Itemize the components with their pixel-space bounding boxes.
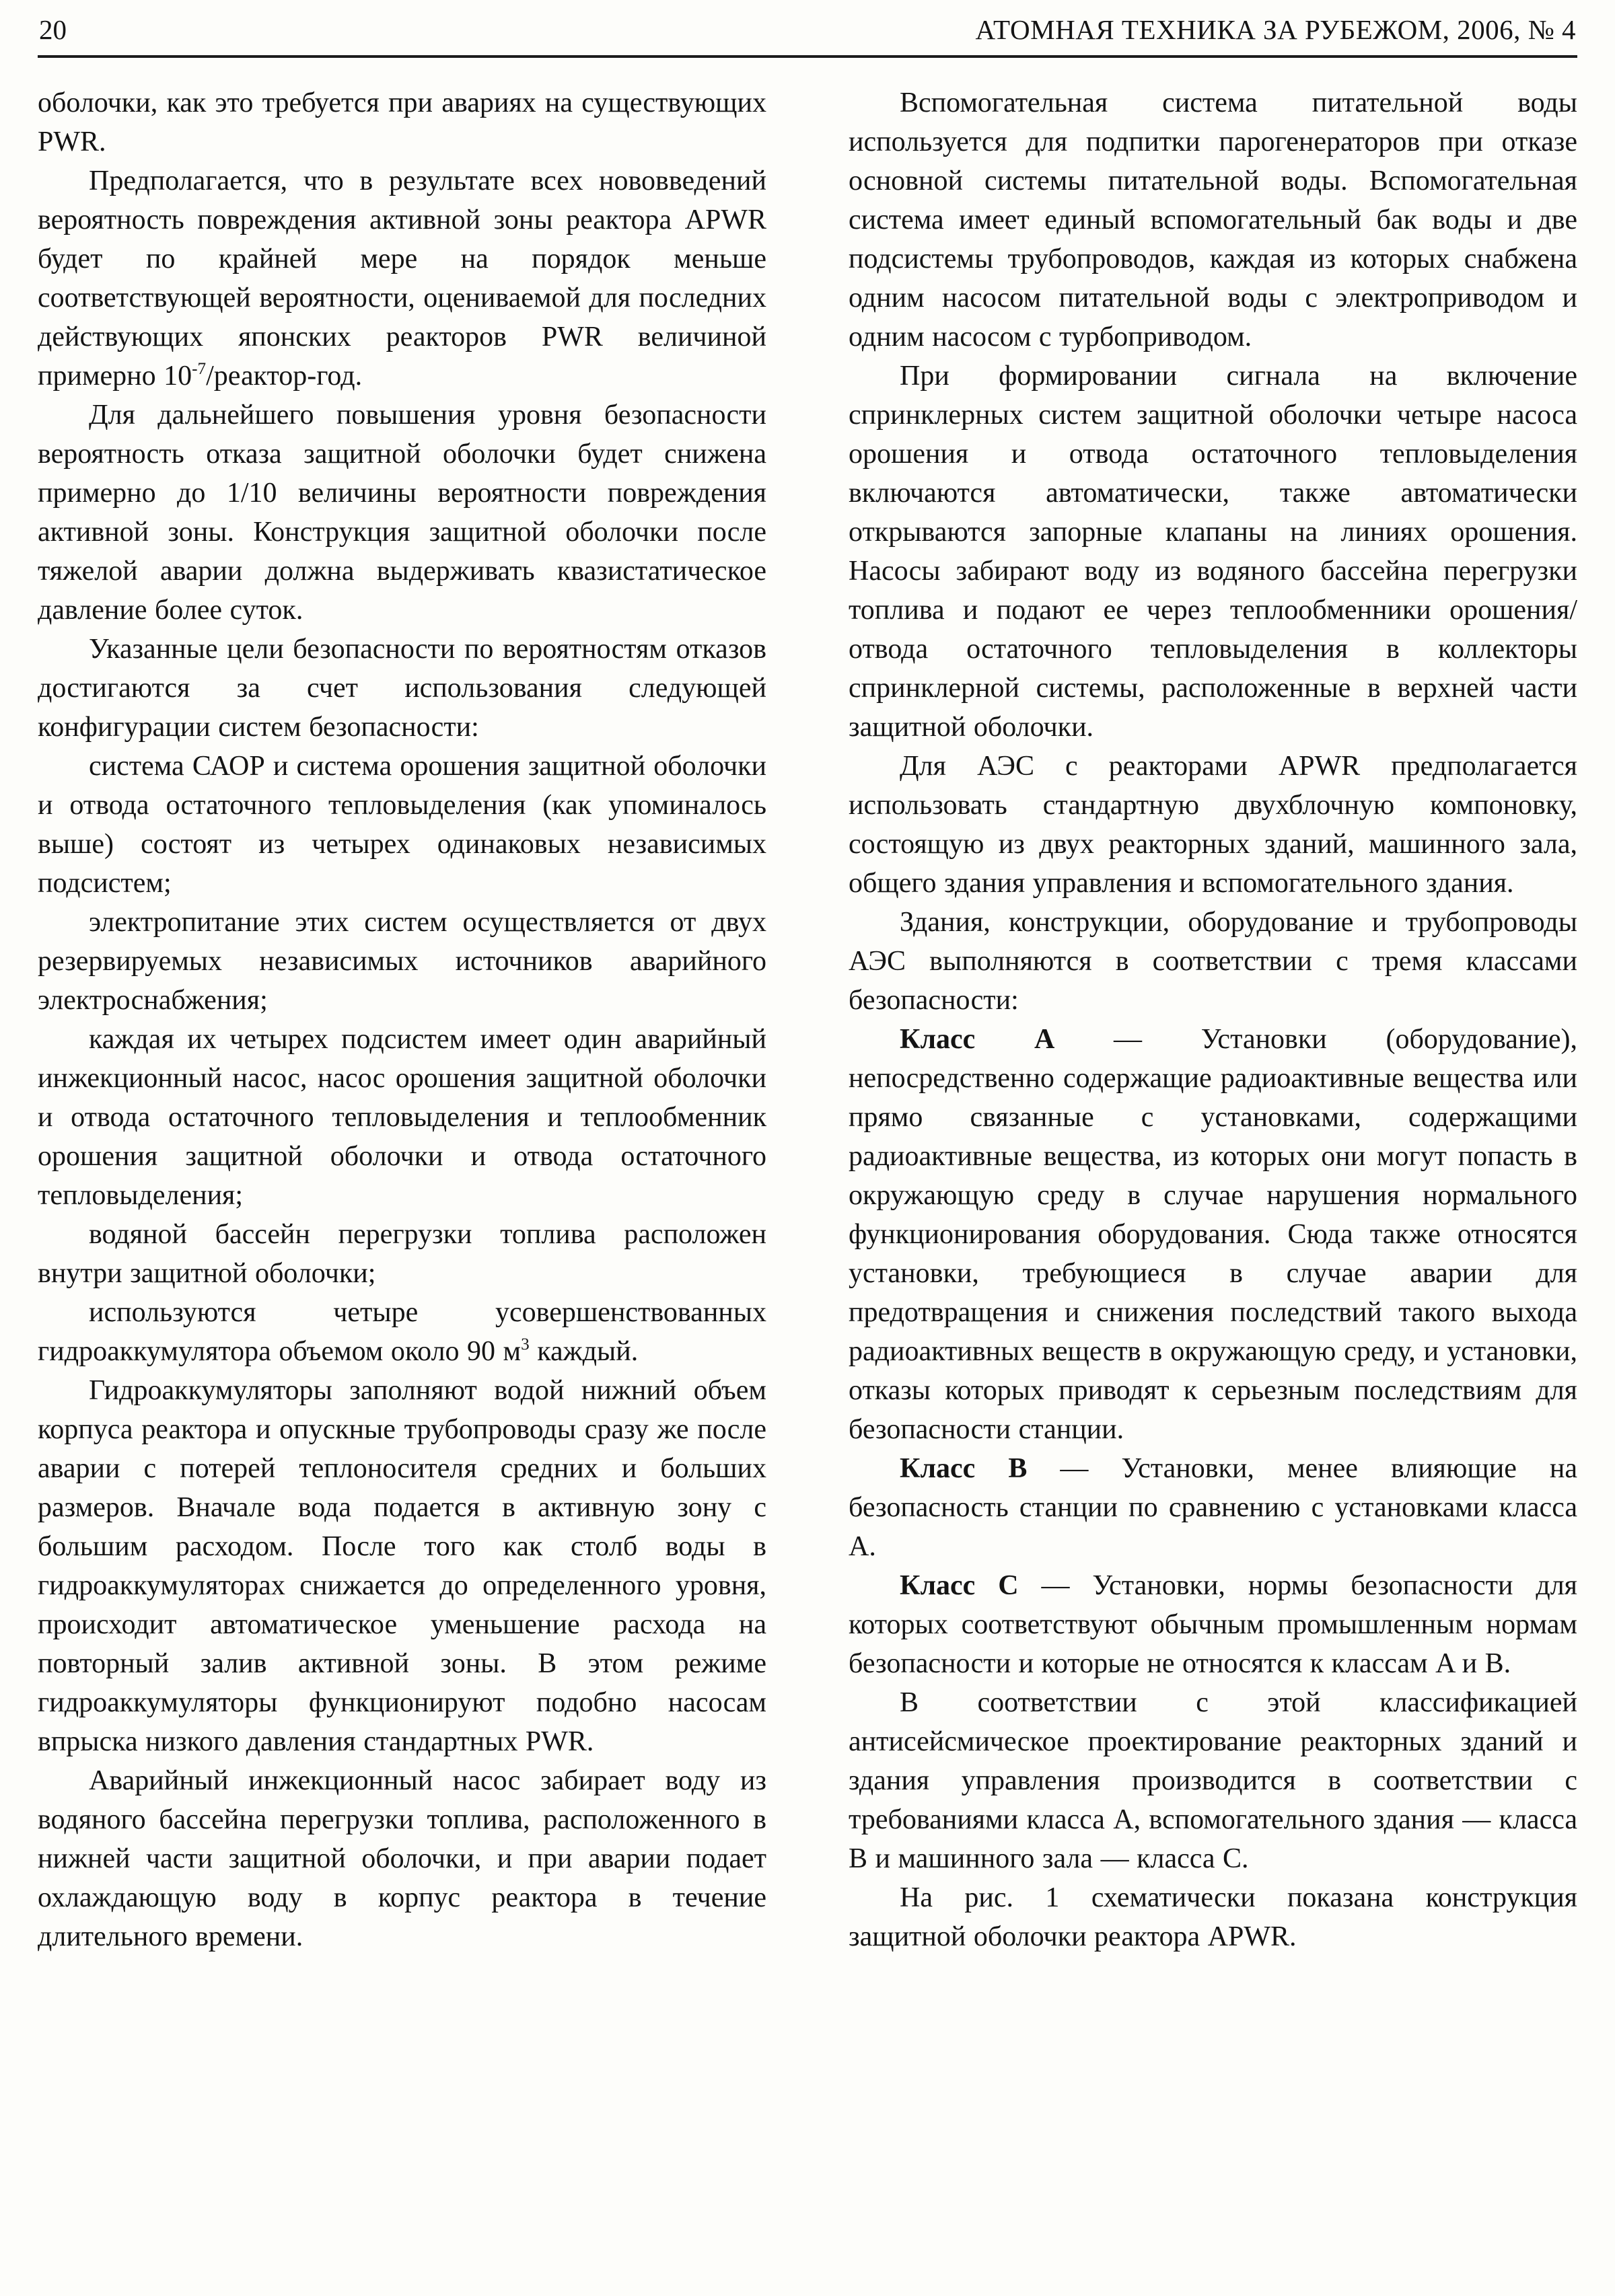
two-column-text	[38, 83, 1577, 1956]
bold-class-label: Класс B	[900, 1453, 1028, 1484]
paragraph: Вспомогательная система питательной воды используется для подпитки парогенераторов при отказе основной системы питательной воды. Вспомогательная система имеет единый вспомогательный бак воды и две подсистемы трубопроводов, каждая из которых снабжена одним насосом питательной воды с электроприводом и одним насосом с турбоприводом.	[849, 87, 1577, 353]
left-column	[38, 83, 766, 1956]
paragraph: Указанные цели безопасности по вероятностям отказов достигаются за счет использования следующей конфигурации систем безопасности:	[38, 634, 766, 743]
page-number: 20	[39, 14, 67, 45]
bold-class-label: Класс A	[900, 1024, 1055, 1055]
bold-class-label: Класс C	[900, 1570, 1019, 1601]
paragraph: Гидроаккумуляторы заполняют водой нижний объем корпуса реактора и опускные трубопроводы сразу же после аварии с потерей теплоносителя средних и больших размеров. Вначале вода подается в активную зону с большим расходом. После того как столб воды в гидроаккумуляторах снижается до определенного уровня, происходит автоматическое уменьшение расхода на повторный залив активной зоны. В этом режиме гидроаккумуляторы функционируют подобно насосам впрыска низкого давления стандартных PWR.	[38, 1375, 766, 1757]
superscript: 3	[521, 1335, 530, 1354]
paragraph: оболочки, как это требуется при авариях на существующих PWR.	[38, 87, 766, 157]
paragraph: система САОР и система орошения защитной оболочки и отвода остаточного тепловыделения (как упоминалось выше) состоят из четырех одинаковых независимых подсистем;	[38, 751, 766, 899]
paragraph: используются четыре усовершенствованных гидроаккумулятора объемом около 90 $м^3$ каждый.	[38, 1297, 766, 1367]
journal-title: АТОМНАЯ ТЕХНИКА ЗА РУБЕЖОМ, 2006, № 4	[975, 14, 1576, 45]
paragraph: Для дальнейшего повышения уровня безопасности вероятность отказа защитной оболочки будет снижена примерно до 1/10 величины вероятности повреждения активной зоны. Конструкция защитной оболочки после тяжелой аварии должна выдерживать квазистатическое давление более суток.	[38, 400, 766, 626]
paragraph: Для АЭС с реакторами APWR предполагается использовать стандартную двухблочную компоновку, состоящую из двух реакторных зданий, машинного зала, общего здания управления и вспомогательного здания.	[849, 751, 1577, 899]
paragraph: При формировании сигнала на включение спринклерных систем защитной оболочки четыре насоса орошения и отвода остаточного тепловыделения включаются автоматически, также автоматически открываются запорные клапаны на линиях орошения. Насосы забирают воду из водяного бассейна перегрузки топлива и подают ее через теплообменники орошения/отвода остаточного тепловыделения в коллекторы спринклерной системы, расположенные в верхней части защитной оболочки.	[849, 361, 1577, 743]
page-header	[38, 11, 1577, 58]
paragraph: каждая их четырех подсистем имеет один аварийный инжекционный насос, насос орошения защитной оболочки и отвода остаточного тепловыделения и теплообменник орошения защитной оболочки и отвода остаточного тепловыделения;	[38, 1024, 766, 1211]
superscript: -7	[192, 359, 207, 378]
paragraph: Класс C — Установки, нормы безопасности для которых соответствуют обычным промышленным нормам безопасности и которые не относятся к классам A и B.	[849, 1570, 1577, 1679]
paragraph: В соответствии с этой классификацией антисейсмическое проектирование реакторных зданий и здания управления производится в соответствии с требованиями класса A, вспомогательного здания — класса B и машинного зала — класса C.	[849, 1687, 1577, 1874]
paragraph: Класс B — Установки, менее влияющие на безопасность станции по сравнению с установками класса A.	[849, 1453, 1577, 1562]
paragraph: На рис. 1 схематически показана конструкция защитной оболочки реактора APWR.	[849, 1882, 1577, 1952]
right-column	[849, 83, 1577, 1956]
paragraph: Аварийный инжекционный насос забирает воду из водяного бассейна перегрузки топлива, расположенного в нижней части защитной оболочки, и при аварии подает охлаждающую воду в корпус реактора в течение длительного времени.	[38, 1765, 766, 1952]
paragraph: электропитание этих систем осуществляется от двух резервируемых независимых источников аварийного электроснабжения;	[38, 907, 766, 1016]
paragraph: Класс A — Установки (оборудование), непосредственно содержащие радиоактивные вещества или прямо связанные с установками, содержащими радиоактивные вещества, из которых они могут попасть в окружающую среду в случае нарушения нормального функционирования оборудования. Сюда также относятся установки, требующиеся в случае аварии для предотвращения и снижения последствий такого выхода радиоактивных веществ в окружающую среду, и установки, отказы которых приводят к серьезным последствиям для безопасности станции.	[849, 1024, 1577, 1445]
paragraph: Здания, конструкции, оборудование и трубопроводы АЭС выполняются в соответствии с тремя классами безопасности:	[849, 907, 1577, 1016]
paragraph: Предполагается, что в результате всех нововведений вероятность повреждения активной зоны реактора APWR будет по крайней мере на порядок меньше соответствующей вероятности, оцениваемой для последних действующих японских реакторов PWR величиной примерно $10^{-7}/реактор$-год.	[38, 165, 766, 392]
paragraph: водяной бассейн перегрузки топлива расположен внутри защитной оболочки;	[38, 1219, 766, 1289]
